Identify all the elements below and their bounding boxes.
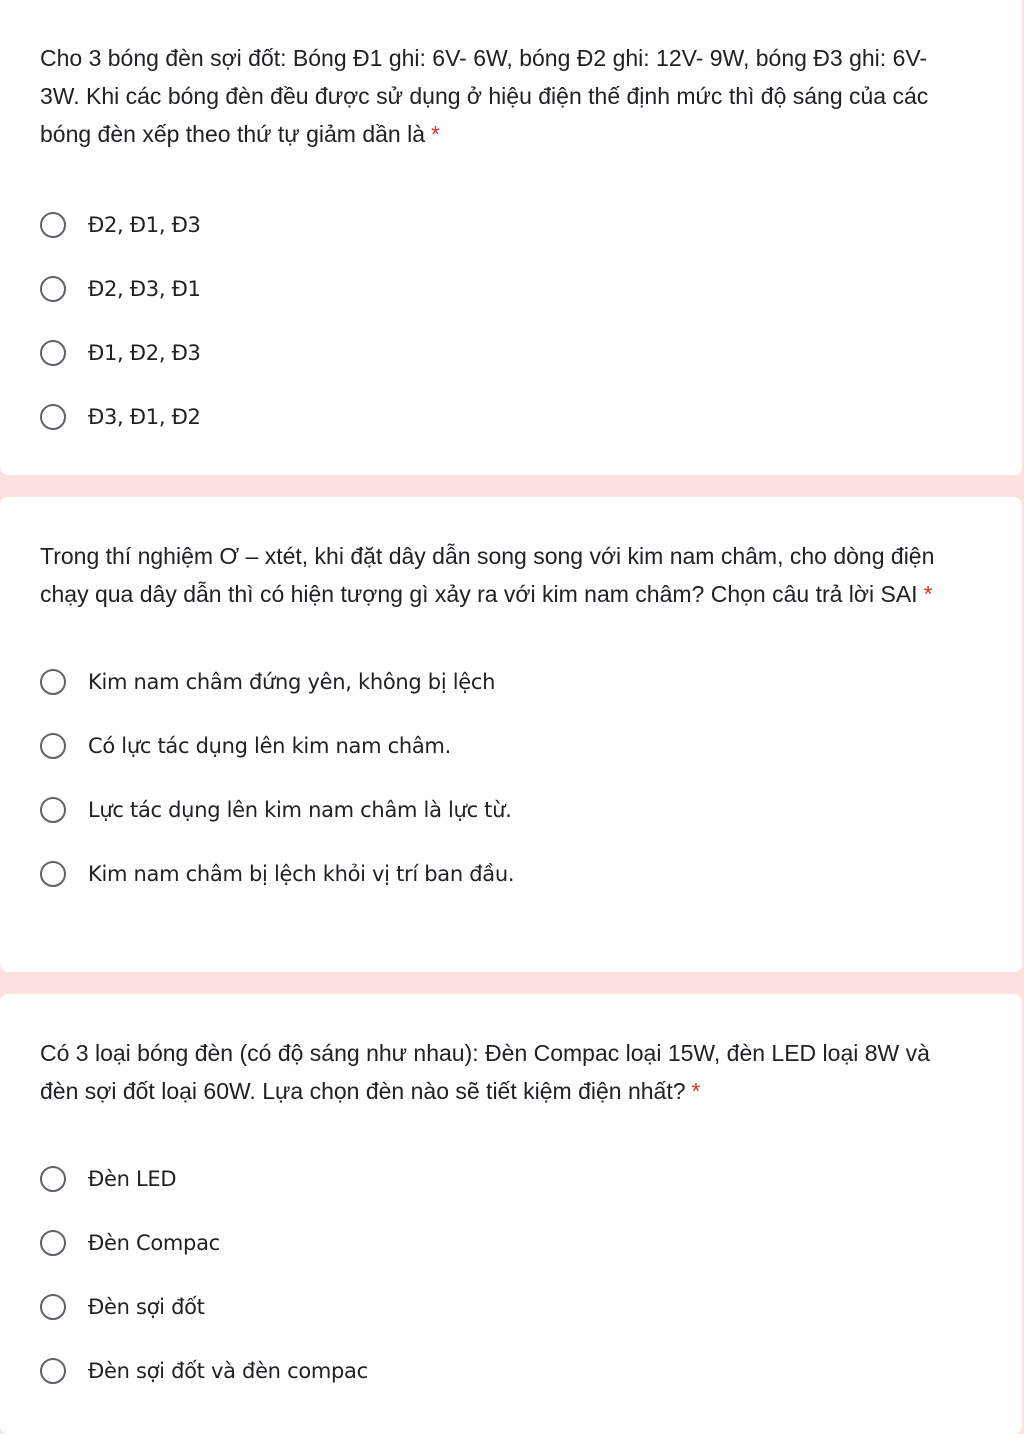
option-label: Đèn Compac [88,1231,220,1255]
question-card-2 [0,497,1022,972]
radio-button[interactable] [40,404,66,430]
radio-button[interactable] [40,340,66,366]
required-asterisk: * [691,1078,701,1104]
option-label: Đ1, Đ2, Đ3 [88,341,201,365]
radio-option[interactable] [40,321,982,385]
option-label: Đ3, Đ1, Đ2 [88,405,201,429]
radio-option[interactable] [40,257,982,321]
question-title [40,497,982,613]
required-asterisk: * [923,581,933,607]
option-label: Đèn LED [88,1167,177,1191]
radio-button[interactable] [40,669,66,695]
radio-button[interactable] [40,797,66,823]
option-label: Đ2, Đ3, Đ1 [88,277,201,301]
radio-button[interactable] [40,276,66,302]
radio-button[interactable] [40,1230,66,1256]
question-card-3 [0,994,1022,1434]
radio-group [40,1147,982,1403]
radio-option[interactable] [40,385,982,449]
question-text: Cho 3 bóng đèn sợi đốt: Bóng Đ1 ghi: 6V- 6W, bóng Đ2 ghi: 12V- 9W, bóng Đ3 ghi: 6V- 3W. Khi các bóng đèn đều được sử dụng ở hiệu điện thế định mức thì độ sáng của các bóng đèn xếp theo thứ tự giảm dần là [40,45,929,147]
question-title [40,994,982,1110]
question-text: Trong thí nghiệm Ơ – xtét, khi đặt dây dẫn song song với kim nam châm, cho dòng điện chạy qua dây dẫn thì có hiện tượng gì xảy ra với kim nam châm? Chọn câu trả lời SAI [40,543,935,607]
radio-option[interactable] [40,193,982,257]
question-card-1 [0,0,1022,475]
radio-group [40,193,982,449]
radio-button[interactable] [40,1358,66,1384]
radio-option[interactable] [40,1211,982,1275]
option-label: Lực tác dụng lên kim nam châm là lực từ. [88,798,512,822]
required-asterisk: * [431,121,440,147]
option-label: Có lực tác dụng lên kim nam châm. [88,734,451,758]
radio-button[interactable] [40,1166,66,1192]
option-label: Đèn sợi đốt và đèn compac [88,1359,368,1383]
option-label: Đ2, Đ1, Đ3 [88,213,201,237]
radio-button[interactable] [40,733,66,759]
question-title [40,0,982,153]
radio-option[interactable] [40,650,982,714]
option-label: Đèn sợi đốt [88,1295,205,1319]
radio-button[interactable] [40,861,66,887]
radio-option[interactable] [40,1275,982,1339]
question-text: Có 3 loại bóng đèn (có độ sáng như nhau): Đèn Compac loại 15W, đèn LED loại 8W và đèn sợi đốt loại 60W. Lựa chọn đèn nào sẽ tiết kiệm điện nhất? [40,1040,930,1104]
radio-option[interactable] [40,1339,982,1403]
radio-option[interactable] [40,778,982,842]
radio-option[interactable] [40,1147,982,1211]
radio-button[interactable] [40,1294,66,1320]
radio-option[interactable] [40,842,982,906]
radio-group [40,650,982,906]
radio-option[interactable] [40,714,982,778]
option-label: Kim nam châm bị lệch khỏi vị trí ban đầu. [88,862,515,886]
option-label: Kim nam châm đứng yên, không bị lệch [88,670,496,694]
radio-button[interactable] [40,212,66,238]
